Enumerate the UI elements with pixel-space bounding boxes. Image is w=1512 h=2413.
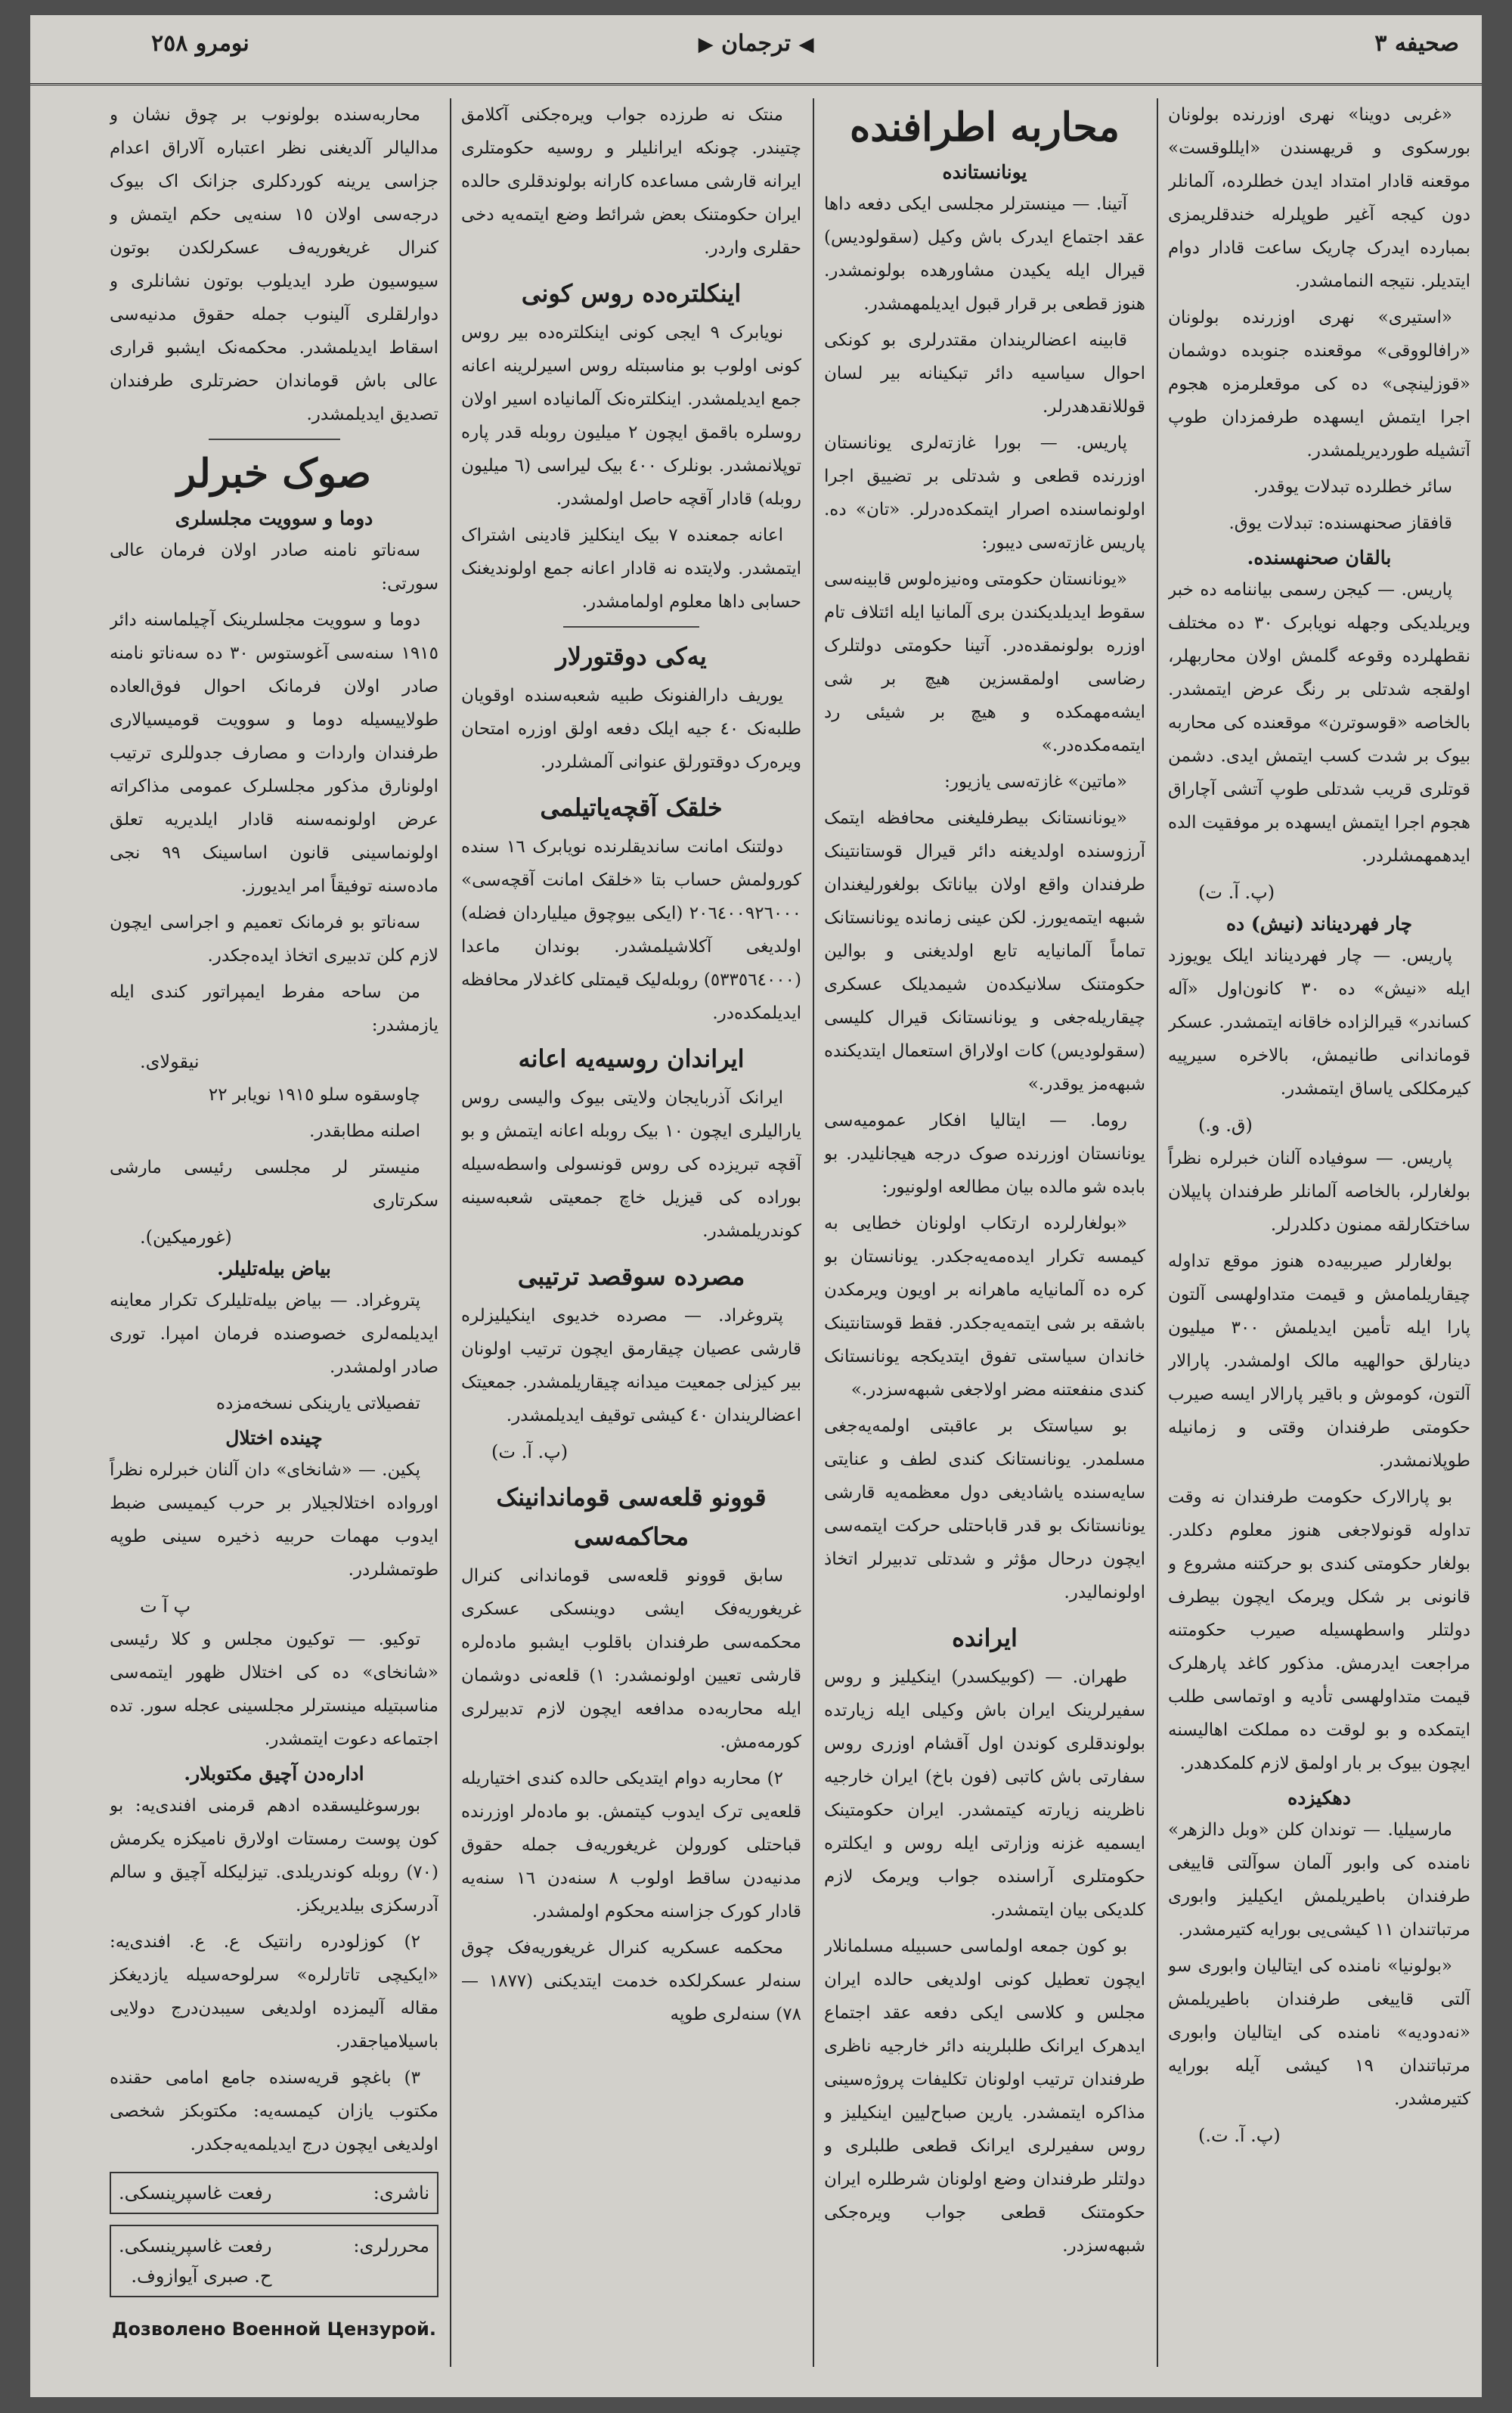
article-heading: اینکلتره‌ده روس کونی xyxy=(521,279,742,308)
section-title: صوک خبرلر xyxy=(177,451,371,497)
signature: نیقولای. xyxy=(140,1051,200,1072)
paragraph: بورسوغلیسقده ادهم قرمنی افندی‌یه: بو کون پوست رمستات اولارق نامیکزه یکرمش (٧٠) روبله کوندریلدی. تیزلیکله آچیق و سالم آدرسکزی بیلدیریکز. xyxy=(110,1796,438,1915)
paragraph: «استیری» نهری اوزرنده بولونان «رافالووقی» موقعنده جنوبده دوشمان «قوزلینچی» ده کی موقعلرمزه هجوم اجرا ایتمش ایسهده طرفمزدان طوپ آتشیله طوردیریلمشدر. xyxy=(1168,308,1470,461)
paragraph: قابینه اعضالریندان مقتدرلری بو کونکی احوال سیاسیه دائر تبکینانه بیر لسان قوللانقدهدرلر. xyxy=(824,330,1145,417)
paragraph: پاریس. — بورا غازته‌لری یونانستان اوزرنده قطعی و شدتلی بر تضییق اجرا اولونماسنده اصرار ایتمکده‌درلر. «تان» ده. پاریس غازته‌سی دیبور: xyxy=(824,433,1145,553)
paragraph: روما. — ایتالیا افکار عمومیه‌سی یونانستان اوزرنده صوک درجه هیجانلیدر. بو بابده شو مالده بیان مطالعه اولونیور: xyxy=(824,1111,1145,1197)
paragraph: یوریف دارالفنونک طبیه شعبه‌سنده اوقویان طلبه‌نک ٤٠ جیه ایلک دفعه اولق اوزره امتحان ویره‌رک دوقتورلق عنوانی آلمشلردر. xyxy=(461,686,801,772)
paragraph: محکمه عسکریه کنرال غریغوریه‌فک چوق سنه‌لر عسکرلکده خدمت ایتدیکنی (١٨٧٧ — ٧٨) سنه‌لری طوپه xyxy=(461,1938,801,2024)
divider xyxy=(563,626,699,628)
article-heading: قوونو قلعه‌سی قوماندانینک محاکمه‌سی xyxy=(496,1483,767,1551)
article-heading: اداره‌دن آچیق مکتوبلار. xyxy=(184,1763,364,1785)
publisher-row xyxy=(119,2178,429,2208)
paragraph: قافقاز صحنهسنده: تبدلات یوق. xyxy=(1228,513,1452,533)
news-agency-signature: (پ. آ. ت) xyxy=(491,1441,569,1462)
section-title: محاربه اطرافنده xyxy=(850,104,1120,150)
paragraph: بو کون جمعه اولماسی حسبیله مسلمانلار ایچون تعطیل کونی اولدیغی حالده ایران مجلس و کلاسی ایکی دفعه عقد اجتماع ایدهرک ایرانک طلبلرینه دائر خارجیه ناظری طرفندان ترتیب اولونان تکلیفات پروژه‌سینی مذاکره ایتمشدر. یارین صباح‌لیین اینکیلیز و روس سفیرلری ایرانک قطعی طلبلری و دولتلر طرفندان وضع اولونان شرطلره ایران حکومتنک قطعی جواب ویره‌جکی شبهه‌سزدر. xyxy=(824,1937,1145,2256)
news-agency-signature: (ق. و.) xyxy=(1198,1115,1253,1136)
column-rule xyxy=(450,98,451,2367)
paragraph: دوما و سوویت مجلسلرینک آچیلماسنه دائر ١٩١٥ سنه‌سی آغوستوس ٣٠ ده سه‌ناتو نامنه صادر اولان فرمانک احوال فوق‌العاده طولاییسیله دوما و سوویت قومیسیالاری طرفندان واردات و مصارف جدوللری ترتیب اولونارق مذکور مجلسلرک عمومی مذاکراته عرض اولونمه‌سنه قادار ایلدیریه تعلق اولونماسینی قانون اساسینک ٩٩ نجی ماده‌سنه توفیقاً امر ایدیورز. xyxy=(110,610,438,896)
signature: (غورمیکین). xyxy=(140,1227,232,1248)
paragraph: «غربی دوینا» نهری اوزرنده بولونان بورسکوی و قریهسندن «ایللوقست» موقعنه قادار امتداد ایدن خطلرده، آلمانلر دون کیجه آغیر طوپلرله خندقلریمزی بمبارده ایدرک چاریک ساعت قادار دوام ایتدیلر. نتیجه النمامشدر. xyxy=(1168,105,1470,291)
paragraph: من ساحه مفرط ایمپراتور کندی ایله یازمشدر: xyxy=(110,982,438,1035)
paragraph: ٣) باغچو قریه‌سنده جامع امامی حقنده مکتوب یازان کیمسه‌یه: مکتوبکز شخصی اولدیغی ایچون درج ایدیلمه‌یه‌جکدر. xyxy=(110,2068,438,2154)
publisher-box xyxy=(110,2172,438,2214)
section-subheading: یونانستانده xyxy=(942,161,1027,183)
paragraph: توکیو. — توکیون مجلس و کلا رئیسی «شانخای» ده کی اختلال ظهور ایتمه‌سی مناسبتیله مینسترلر مجلسینی عجله سور. تده اجتماعه دعوت ایتمشدر. xyxy=(110,1630,438,1749)
news-agency-signature: (پ. آ. ت) xyxy=(1198,882,1275,903)
paragraph: منیستر لر مجلسی رئیسی مارشی سکرتاری xyxy=(110,1158,438,1211)
publisher-name: رفعت غاسپرینسکی. xyxy=(119,2182,272,2204)
paragraph: پکین. — «شانخای» دان آلنان خبرلره نظراً اورواده اختلالجیلار بر حرب کیمیسی ضبط ایدوب مهمات حربیه ذخیره سینی طوپه طوتمشلردر. xyxy=(110,1460,438,1580)
news-agency-signature: (پ. آ. ت.) xyxy=(1198,2125,1281,2146)
article-heading: یه‌کی دوقتورلار xyxy=(556,642,707,671)
paragraph: دولتنک امانت ساندیقلرنده نویابرک ١٦ سنده کورولمش حساب بتا «خلقک امانت آقچه‌سی» ٢٠٦٤٠٠٩٢٦٠٠٠ (ایکی بیوچوق میلیاردان فضله) اولدیغی آکلاشیلمشدر. بوندان ماعدا (٥٣٣٥٦٤٠٠٠) روبله‌لیک قیمتلی کاغدلار محافظه ایدیلمکده‌در. xyxy=(461,837,801,1023)
arrow-left-icon: ▶ xyxy=(698,33,714,56)
paragraph: اصلنه مطابقدر. xyxy=(309,1121,420,1141)
paragraph: ٢) محاربه دوام ایتدیکی حالده کندی اختیاریله قلعه‌یی ترک ایدوب کیتمش. بو ماده‌لر اوزرنده قباحتلی کورولن غریغوریه‌ف جمله حقوق مدنیه‌دن ساقط اولوب ٨ سنه‌دن ١٦ سنه‌یه قادار کورک جزاسنه محکوم اولمشدر. xyxy=(461,1769,801,1921)
paragraph: بولغارلر صیربیه‌ده هنوز موقع تداوله چیقاریلمامش و قیمت متداولهسی آلتون پارا ایله تأمین ایدیلمش ٣٠٠ میلیون دینارلق حوالهیه مالک اولمشدر. پارالار آلتون، کوموش و باقیر پارالار ایسه صیرب حکومتی طرفندان وقتی و زمانیله طوپلانمشدر. xyxy=(1168,1251,1470,1471)
paragraph: اعانه جمعنده ٧ بیک اینکلیز قادینی اشتراک ایتمشدر. ولایتده نه قادار اعانه جمع اولوندیغنک حسابی داها معلوم اولمامشدر. xyxy=(461,526,801,612)
masthead-title xyxy=(699,30,814,57)
paragraph: «ماتین» غازته‌سی یازیور: xyxy=(944,772,1127,792)
paragraph: بو سیاستک بر عاقبتی اولمه‌یه‌جغی مسلمدر. یونانستانک کندی لطف و عنایتی سایه‌سنده یاشادیغی دول معظمه‌یه قارشی یونانستانک بو قدر قاباحتلی حرکت ایتمه‌سی ایچون درحال مؤثر و شدتلی تدبیرلر اتخاذ اولونمالیدر. xyxy=(824,1416,1145,1602)
editors-label: محررلری: xyxy=(353,2235,429,2256)
paragraph: سه‌ناتو بو فرمانک تعمیم و اجراسی ایچون لازم کلن تدبیری اتخاذ ایده‌جکدر. xyxy=(110,913,438,966)
paragraph: محاربه‌سنده بولونوب بر چوق نشان و مدالیالر آلدیغنی نظر اعتباره آلاراق اعدام جزاسی یرینه کوردکلری جزانک اک بیوک درجه‌سی اولان ١٥ سنه‌یی حکم ایتمش و کنرال غریغوریه‌ف عسکرلکدن بوتون سیوسیون طرد ایدیلوب بوتون نشانلری و دوارلقلری آلینوب جمله حقوق مدنیه‌سی اسقاط ایدیلمشدر. محکمه‌نک ایشبو قراری عالی باش قوماندان حضرتلری طرفندان تصدیق ایدیلمشدر. xyxy=(110,105,438,424)
column-rule xyxy=(813,98,814,2367)
paragraph: تفصیلاتی یارینکی نسخه‌مزده xyxy=(216,1394,420,1413)
paragraph: ایرانک آذربایجان ولایتی بیوک والیسی روس یارالیلری ایچون ١٠ بیک روبله اعانه ایتمش و بو آقچه تبریزده کی روس قونسولی واسطه‌سیله بوراده کی قیزیل خاچ جمعیتی شعبه‌سینه کوندریلمشدر. xyxy=(461,1088,801,1241)
section-subheading: دوما و سوویت مجلسلری xyxy=(175,507,373,529)
paragraph: سائر خطلرده تبدلات یوقدر. xyxy=(1253,477,1452,497)
paragraph: «بولونیا» نامنده کی ایتالیان وابوری سو آلتی قاییغی طرفندان باطیریلمش «نه‌دودیه» نامنده کی ایتالیان وابوری مرتباتندان ١٩ کیشی آیله بورایه کتیرمشدر. xyxy=(1168,1956,1470,2109)
divider xyxy=(209,439,340,440)
column-4 xyxy=(110,98,438,2374)
issue-number: نومرو ٢٥٨ xyxy=(151,30,249,57)
editors-names xyxy=(119,2231,272,2291)
section-heading: بالقان صحنهسنده. xyxy=(1247,547,1392,569)
paragraph: منتک نه طرزده جواب ویره‌جکنی آکلامق چتیندر. چونکه ایرانلیلر و روسیه حکومتلری ایرانه قارشی مساعده کارانه بولوندقلری حالده ایران حکومتنک بعض شرائط وضع ایتمه‌یه دخی حقلری واردر. xyxy=(461,105,801,258)
paragraph: پتروغراد. — بیاض بیله‌تلیلرک تکرار معاینه ایدیلمه‌لری خصوصنده فرمان امپرا. توری صادر اولمشدر. xyxy=(110,1291,438,1377)
paragraph: نویابرک ٩ ایجی کونی اینکلتره‌ده بیر روس کونی اولوب بو مناسبتله روس اسیرلرینه اعانه جمع ایدیلمشدر. اینکلتره‌نک آلمانیاده اسیر اولان روسلره باقمق ایچون ٢ میلیون روبله قدر پاره توپلانمشدر. بونلرک ٤٠٠ بیک لیراسی (٦ میلیون روبله) قادار آقچه حاصل اولمشدر. xyxy=(461,323,801,509)
article-heading: مصرده سوقصد ترتیبی xyxy=(517,1262,745,1291)
article-heading: چینده اختلال xyxy=(225,1427,323,1449)
column-3 xyxy=(461,98,801,2374)
editors-box xyxy=(110,2225,438,2297)
column-1 xyxy=(1168,98,1470,2374)
paragraph: بو پارالارک حکومت طرفندان نه وقت تداوله قونولاجغی هنوز معلوم دکلدر. بولغار حکومتی کندی بو حرکتنه مشروع و قانونی بر شکل ویرمک ایچون بیطرف دولتلر واسطهسیله صیرب حکومتنه مراجعت ایدرمش. مذکور کاغد پارهلرک قیمت متداولهسی تأدیه و اوتماسی طلب ایتمکده و بو لوقت ده مملکت اهالیسنه ایچون بیوک بر بار اولمق لازم کلمکدهدر. xyxy=(1168,1487,1470,1773)
paragraph: پاریس. — سوفیاده آلنان خبرلره نظراً بولغارلر، بالخاصه آلمانلر طرفندان پایپلان ساختکارلقه ممنون دکلدرلر. xyxy=(1168,1149,1470,1235)
editor-name: ح. صبری آیوازوف. xyxy=(131,2266,272,2287)
article-heading: ایراندان روسیه‌یه اعانه xyxy=(518,1044,745,1073)
editor-name: رفعت غاسپرینسکی. xyxy=(119,2235,272,2256)
article-heading: بیاض بیله‌تلیلر. xyxy=(217,1258,331,1279)
column-rule xyxy=(1157,98,1158,2367)
news-agency-signature: پ آ ت xyxy=(140,1596,191,1617)
paragraph: پاریس. — کیجن رسمی بیاننامه ده خبر ویریلدیکی وجهله نویابرک ٣٠ ده مختلف نقطهلرده وقوعه گلمش اولان محاربهلر، اولقجه شدتلی بر رنگ عرض ایتمشدر. بالخاصه «قوسوترن» موقعنده کی محاربه بیوک بر شدت کسب ایتمش ایدی. دشمن قوتلری قریب شدتلی طوپ آتشی آچاراق هجوم اجرا ایتمش ایسهده بر موفقیت الده ایدهمهمشلردر. xyxy=(1168,580,1470,866)
paragraph: پتروغراد. — مصرده خدیوی اینکیلیزلره قارشی عصیان چیقارمق ایچون ترتیب اولونان بیر کیزلی جمعیت میدانه چیقاریلمشدر. جمعیتک اعضالریندان ٤٠ کیشی توقیف ایدیلمشدر. xyxy=(461,1306,801,1425)
paragraph: طهران. — (کوبیکسدر) اینکیلیز و روس سفیرلرینک ایران باش وکیلی ایله زیارتده بولوندقلری کوندن اول آقشام اوزری روس سفارتی باش کاتبی (فون باخ) ایران خارجیه ناظرینه زیارته کیتمشدر. ایران حکومتینک ایسمیه غزنه وزارتی ایله روس و ایکلتره حکومتلری آراسنده جواب ویرمک لازم کلدیکی بیان ایتمشدر. xyxy=(824,1667,1145,1920)
article-heading: خلقک آقچه‌یاتیلمی xyxy=(540,793,723,822)
paragraph: چاوسقوه سلو ١٩١٥ نویابر ٢٢ xyxy=(208,1085,420,1105)
editors-row xyxy=(119,2231,429,2291)
paragraph: «یونانستان حکومتی وه‌نیزه‌لوس قابینه‌سی سقوط ایدیلدیکندن بری آلمانیا ایله ائتلاف تام اوزره بولونمقده‌در. آتینا حکومتی دولتلرک رضاسی اولمقسزین هیچ بر شی ایشه‌مهمکده و هیچ بر شیئی رد ایتمه‌مکده‌در.» xyxy=(824,569,1145,755)
publisher-label: ناشری: xyxy=(373,2182,429,2204)
paragraph: «بولغارلرده ارتکاب اولونان خطایی به کیمسه تکرار ایده‌مه‌یه‌جکدر. یونانستان بو کره ده آلمانیایه ماهرانه بر اویون ویرمکدن باشقه بر شی ایتمه‌یه‌جکدر. فقط قوستانتینک خاندان سیاستی تفوق ایتدیکجه یونانستانک کندی منفعتنه مضر اولاجغی شبهه‌سزدر.» xyxy=(824,1214,1145,1400)
page-number: صحیفه ٣ xyxy=(1374,30,1459,57)
newspaper-page xyxy=(30,15,1482,2397)
censor-approval: Дозволено Военной Цензурой. xyxy=(112,2318,436,2340)
masthead-name: ترجمان xyxy=(721,30,791,57)
paragraph: «یونانستانک بیطرفلیغنی محافظه ایتمک آرزوسنده اولدیغنه دائر قیرال قوستانتینک طرفندان واقع اولان بیاناتک بولغورلیغندان شبهه ایتمه‌یورز. لکن عینی زمانده یونانستانک تماماً آلمانیایه تابع اولدیغنی و بوالین حکومتنک سلانیکده‌ن شیمدیلک عسکری چیقاریله‌جغی و یونانستانک قیرال کلیسی (سقولودیس) کات اولاراق استعمال ایتدیکنده شبهه‌مز یوقدر.» xyxy=(824,808,1145,1094)
section-subheading: ایرانده xyxy=(952,1624,1018,1652)
section-heading: دهکیزده xyxy=(1287,1787,1351,1809)
arrow-right-icon: ◀ xyxy=(798,33,814,56)
section-heading: چار فهردیناند (نیش) ده xyxy=(1225,913,1413,935)
paragraph: سه‌ناتو نامنه صادر اولان فرمان عالی سورتی: xyxy=(110,541,438,594)
paragraph: پاریس. — چار فهردیناند ایلک یویوزد ایله «نیش» ده ٣٠ کانون‌اول «آله کساندر» قیرالزاده خاقانه ایتمشدر. عسکر قوماندانی طانیمش، بالاخره سیرپیه کیرمکلکی یاساق ایتمشدر. xyxy=(1168,946,1470,1099)
paragraph: سابق قوونو قلعه‌سی قوماندانی کنرال غریغوریه‌فک ایشی دوینسکی عسکری محکمه‌سی طرفندان باقلوب ایشبو ماده‌لره قارشی تعیین اولونمشدر: ١) قلعه‌نی دوشمان ایله محاربه‌ده مدافعه ایچون لازم تدبیرلری کورمه‌مش. xyxy=(461,1566,801,1752)
paragraph: ٢) کوزلودره رانتیک ع. ع. افندی‌یه: «ایکیچی تاتارلره» سرلوحه‌سیله یازدیغکز مقاله آلیمزده اولدیغی سیبدن‌درج دولایی باسیلامیاجقدر. xyxy=(110,1932,438,2052)
column-2 xyxy=(824,98,1145,2374)
paragraph: آتینا. — مینسترلر مجلسی ایکی دفعه داها عقد اجتماع ایدرک باش وکیل (سقولودیس) قیرال ایله یکیدن مشاورهده بولونمشدر. هنوز قطعی بر قرار قبول ایدیلمهمشدر. xyxy=(824,194,1145,314)
page-header xyxy=(30,15,1482,85)
paragraph: مارسیلیا. — توندان کلن «وبل دالزهر» نامنده کی وابور آلمان سوآلتی قاییغی طرفندان باطیریلمش ایکیلیز وابوری مرتباتندان ١١ کیشی‌یی بورایه کتیرمشدر. xyxy=(1168,1820,1470,1940)
